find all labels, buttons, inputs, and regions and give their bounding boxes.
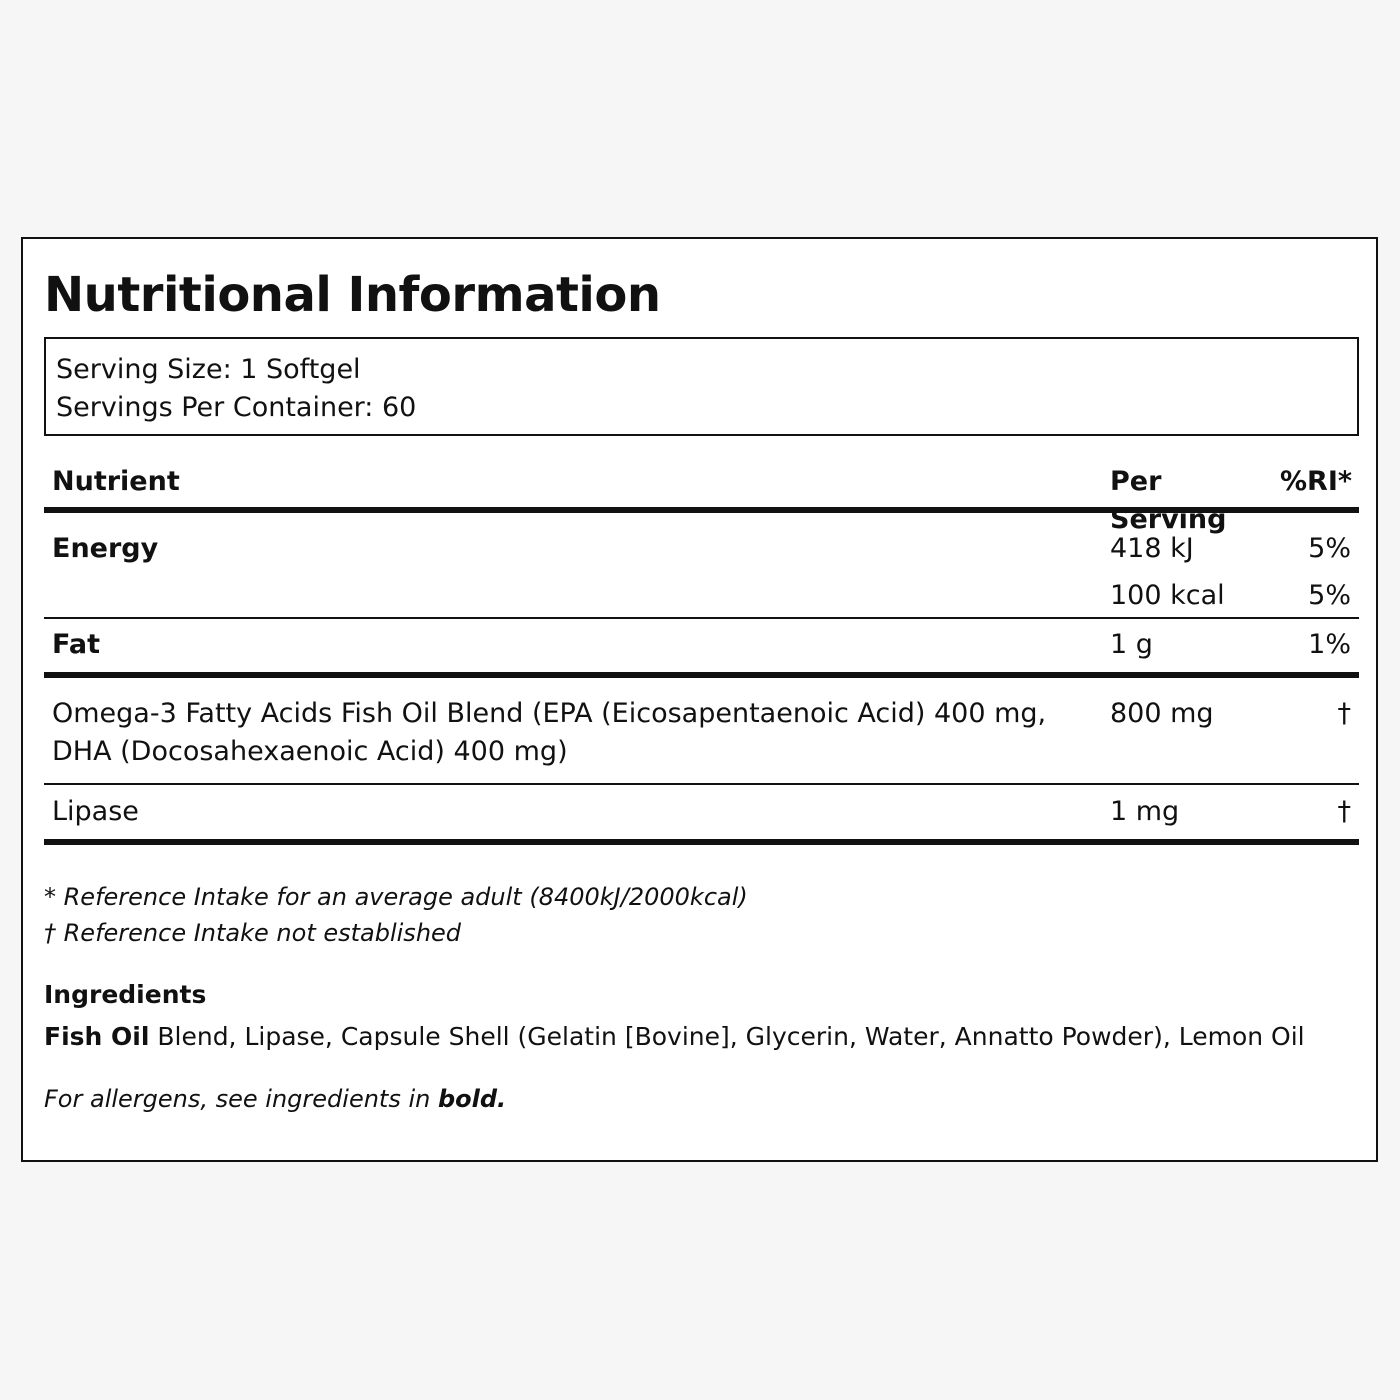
ri-value: 5% [1308, 533, 1351, 564]
header-per-serving: Per Serving [1110, 466, 1227, 535]
table-header-row [44, 449, 1359, 535]
per-serving-value: 1 mg [1110, 796, 1180, 827]
servings-per-container: Servings Per Container: 60 [56, 392, 417, 423]
nutrition-panel [21, 237, 1378, 1162]
per-serving-value: 1 g [1110, 629, 1153, 660]
serving-size: Serving Size: 1 Softgel [56, 354, 361, 385]
nutrient-table [44, 449, 1359, 845]
ri-value: † [1337, 796, 1351, 827]
header-nutrient: Nutrient [52, 466, 180, 497]
panel-title: Nutritional Information [44, 267, 661, 323]
ingredients-rest: Blend, Lipase, Capsule Shell (Gelatin [Bovine], Glycerin, Water, Annatto Powder), Lemon Oil [149, 1022, 1305, 1051]
ri-value: † [1337, 698, 1351, 729]
nutrient-name: Energy [52, 533, 159, 564]
ri-value: 1% [1308, 629, 1351, 660]
ri-value: 5% [1308, 580, 1351, 611]
table-row-fat [44, 619, 1359, 678]
nutrient-name: Fat [52, 629, 100, 660]
ingredients-list [44, 1019, 1305, 1055]
per-serving-value: 418 kJ [1110, 533, 1194, 564]
serving-info-box [44, 337, 1359, 436]
per-serving-value: 800 mg [1110, 698, 1214, 729]
allergen-note-bold: bold. [437, 1085, 507, 1113]
allergen-note [44, 1081, 506, 1117]
nutrient-name: Omega-3 Fatty Acids Fish Oil Blend (EPA (Eicosapentaenoic Acid) 400 mg, DHA (Docosahexaenoic Acid) 400 mg) [52, 698, 1047, 767]
footnote-reference-intake: * Reference Intake for an average adult (8400kJ/2000kcal) [44, 883, 748, 911]
ingredients-title: Ingredients [44, 980, 207, 1009]
nutrient-name [44, 567, 1110, 617]
ingredient-allergen: Fish Oil [44, 1022, 150, 1051]
table-row-omega3 [44, 678, 1359, 785]
table-row-lipase [44, 785, 1359, 845]
footnote-not-established: † Reference Intake not established [44, 919, 462, 947]
header-ri: %RI* [1280, 466, 1353, 497]
table-row-energy-kcal [44, 567, 1359, 619]
nutrient-name: Lipase [52, 796, 139, 827]
footnotes [44, 879, 748, 951]
per-serving-value: 100 kcal [1110, 580, 1225, 611]
allergen-note-text: For allergens, see ingredients in [44, 1085, 438, 1113]
